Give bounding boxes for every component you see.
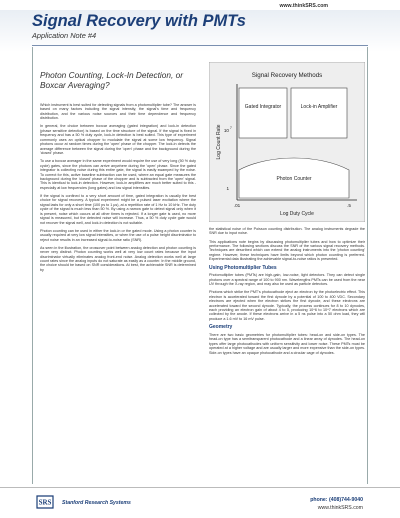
signal-recovery-figure xyxy=(209,62,365,222)
figure-title: Signal Recovery Methods xyxy=(251,72,323,79)
y-axis-label: Log Count Rate xyxy=(216,124,222,160)
right-column xyxy=(209,227,365,482)
header-divider xyxy=(32,45,368,46)
paragraph: To use a boxcar averager in the same experiment would require the use of very long (50 % duty cycle) gates, since the photons can arrive anywhere during the 'open' phase. Since the gated integrator is collecting noise during this entire gate, the signal is easily swamped by the noise. To correct for this, active baseline subtraction can be used, where an equal gate measures the background during the 'closed' phase of the chopper and is subtracted from the 'open' signal. This is identical to lock-in detection. However, lock-in amplifiers are much better suited to this - especially at low frequencies (long gates) and low signal intensities. xyxy=(40,159,196,190)
x-tick-left: .01 xyxy=(233,203,241,208)
left-margin-rule xyxy=(32,47,33,484)
gated-region xyxy=(239,88,287,138)
y-tick-bottom: 1 xyxy=(226,186,229,191)
company-name: Stanford Research Systems xyxy=(62,500,131,506)
paragraph: This applications note begins by discussing photomultiplier tubes and how to optimize their performance. The following sections discuss the SNR of the various signal recovery methods. Techniques are described which can extend the analog instruments into the 'photon counting' regime. However, these techniques have limits beyond which photon counting is preferred. Experimental data illustrating the achievable signal-to-noise ratios is presented. xyxy=(209,239,365,262)
paragraph: Photomultiplier tubes (PMTs) are high-gain, low-noise, light detectors. They can detect single photons over a spectral range of 100 to 900 nm. Wavelengths PMTs can be used from the near UV through the X-ray region, and may also be used as particle detectors. xyxy=(209,273,365,287)
paragraph: If the signal is confined to a very short amount of time, gated integration is usually the best choice for signal recovery. A typical experiment might be a pulsed laser excitation where the signal lasts for only a short time (100 ps to 1 µs), at a repetition rate of 1 Hz to 10 kHz. The duty cycle of the signal is much less than 50 %. By using a narrow gate to detect signal only when it is present, noise which occurs at all other times is rejected. If a longer gate is used, no more signal is measured, but the detected noise will increase. Thus, a 50 % duty cycle gate would not recover the signal well, and lock-in detection is not suitable. xyxy=(40,193,196,225)
lockin-label: Lock-in Amplifier xyxy=(300,104,338,110)
header-url[interactable]: www.thinkSRS.com xyxy=(279,3,328,9)
paragraph: Which instrument is best suited for detecting signals from a photomultiplier tube? The answer is based on many factors including the signal intensity, the signal's time and frequency distribution, and the various noise sources and their time dependence and frequency distribution. xyxy=(40,103,196,121)
x-axis-label: Log Duty Cycle xyxy=(280,211,314,217)
srs-logo xyxy=(34,492,56,512)
section-heading: Geometry xyxy=(209,324,233,331)
paragraph: As seen in the illustration, the crossover point between analog detection and photon counting is never very distinct. Photon counting works well at very low count rates because the input discriminator virtually eliminates analog front-end noise. Analog detection works well at large count rates since the analog inputs do not saturate as easily as a counter. In the middle ground, the choice should be based on SNR considerations. At best, the achievable SNR is determined by xyxy=(40,245,196,272)
phone-number: phone: (408)744-9040 xyxy=(310,497,363,503)
x-tick-right: .5 xyxy=(347,203,351,208)
right-margin-rule xyxy=(367,47,368,484)
paragraph: the statistical noise of the Poisson counting distribution. The analog instruments degrade the SNR due to input noise. xyxy=(209,227,365,236)
lockin-region xyxy=(291,88,347,138)
paragraph: Photon counting can be used in either the lock-in or the gated mode. Using a photon counter is usually required at very low signal intensities, or when the use of a pulse height discriminator to reject noise results in an increased signal-to-noise ratio (SNR). xyxy=(40,228,196,242)
paragraph: Photons which strike the PMT's photocathode eject an electron by the photoelectric effect. This electron is accelerated toward the first dynode by a potential of 100 to 400 VDC. Secondary electrons are ejected when the electron strikes the first dynode, and these electrons are accelerated toward the second dynode. Typically, the process continues for 8 to 10 dynodes, each providing an electron gain of about 4 to 5, producing 10^6 to 10^7 electrons which are collected by the anode. If these electrons arrive in a 5 ns pulse into a 50 ohm load, they will produce a 1.6 mV to 16 mV pulse. xyxy=(209,290,365,321)
section-title: Photon Counting, Lock-In Detection, or Boxcar Averaging? xyxy=(40,70,183,90)
logo-text: SRS xyxy=(38,498,52,507)
page-subtitle: Application Note #4 xyxy=(32,31,97,40)
photon-label: Photon Counter xyxy=(276,176,312,182)
footer-url[interactable]: www.thinkSRS.com xyxy=(317,505,363,511)
y-tick-top-exp: 7 xyxy=(230,126,232,130)
paragraph: There are two basic geometries for photomultiplier tubes: head-on and side-on types. The head-on type has a semitransparent photocathode and a linear array of dynodes. The head-on types offer large photocathodes with uniform sensitivity and lower noise. These PMTs must be operated at a higher voltage and are usually larger and more expensive than the side-on types. Side-on types have an opaque photocathode and a circular cage of dynodes. xyxy=(209,332,365,355)
left-column xyxy=(40,103,196,481)
page-title: Signal Recovery with PMTs xyxy=(32,12,246,30)
section-heading: Using Photomultiplier Tubes xyxy=(209,264,277,271)
paragraph: In general, the choice between boxcar averaging (gated integration) and lock-in detection (phase sensitive detection) is based on the time structure of the signal. If the signal is fixed in frequency and has a 50 % duty cycle, lock-in detection is best suited. This type of experiment commonly uses an optical chopper to modulate the signal at some low frequency. Signal photons occur at random times during the 'open' phase of the chopper. The lock-in detects the average difference between the signal during the 'open' phase and the background during the 'closed' phase. xyxy=(40,124,196,156)
footer-divider xyxy=(0,487,400,488)
gated-label: Gated Integrator xyxy=(244,104,282,110)
y-tick-top: 10 xyxy=(223,128,229,133)
